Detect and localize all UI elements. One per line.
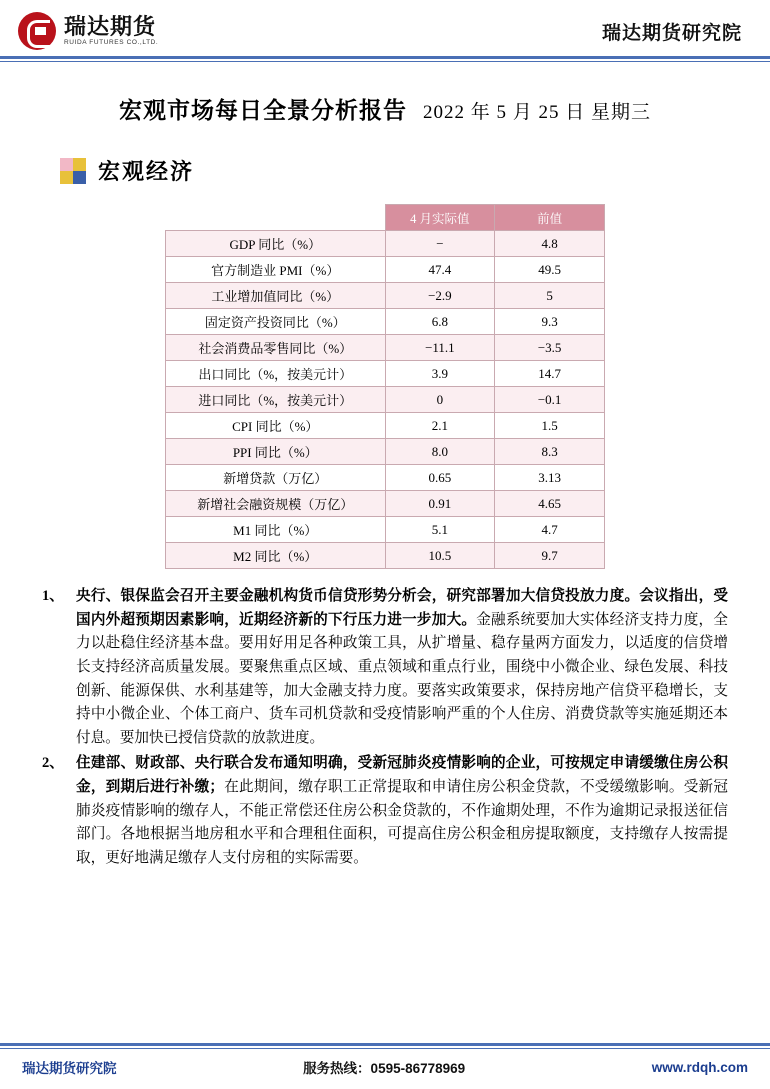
list-item-lead: 住建部、财政部、央行联合发布通知明确，受新冠肺炎疫情影响的企业，可按规定申请缓缴住房公积金，到期后进行补缴； — [76, 755, 728, 796]
page-footer — [0, 1043, 770, 1089]
row-label: 固定资产投资同比（%） — [166, 309, 386, 335]
list-item — [42, 585, 728, 750]
footer-website[interactable]: www.rdqh.com — [651, 1059, 748, 1075]
row-actual: 0.91 — [385, 491, 495, 517]
title-row — [0, 92, 770, 125]
row-actual: −11.1 — [385, 335, 495, 361]
row-previous: −0.1 — [495, 387, 605, 413]
institute-name: 瑞达期货研究院 — [601, 22, 742, 44]
row-label: PPI 同比（%） — [166, 439, 386, 465]
row-label: CPI 同比（%） — [166, 413, 386, 439]
footer-divider — [0, 1043, 770, 1046]
table-row — [166, 465, 605, 491]
row-label: 新增贷款（万亿） — [166, 465, 386, 491]
row-actual: 6.8 — [385, 309, 495, 335]
table-body — [166, 231, 605, 569]
macro-table-wrap — [165, 204, 605, 569]
list-item-number: 2、 — [42, 755, 64, 772]
table-row — [166, 309, 605, 335]
row-label: GDP 同比（%） — [166, 231, 386, 257]
table-header-blank — [166, 205, 386, 231]
list-item-rest: 金融系统要加大实体经济支持力度，全力以赴稳住经济基本盘。要用好用足各种政策工具，从扩增量、稳存量两方面发力，以适度的信贷增长支持经济高质量发展。要聚焦重点区域、重点领域和重点行业，围绕中小微企业、绿色发展、科技创新、能源保供、水利基建等，加大金融支持力度。要落实政策要求，保持房地产信贷平稳增长，支持中小微企业、个体工商户、货车司机贷款和受疫情影响严重的个人住房、消费贷款等实施延期还本付息。要加快已授信贷款的放款进度。 — [76, 611, 728, 746]
report-date: 2022 年 5 月 25 日 星期三 — [422, 102, 651, 123]
row-actual: −2.9 — [385, 283, 495, 309]
header-divider — [0, 56, 770, 59]
row-label: 进口同比（%，按美元计） — [166, 387, 386, 413]
row-previous: 4.65 — [495, 491, 605, 517]
row-previous: 9.3 — [495, 309, 605, 335]
row-actual: 5.1 — [385, 517, 495, 543]
row-previous: 14.7 — [495, 361, 605, 387]
table-row — [166, 257, 605, 283]
brand-name-en: RUIDA FUTURES CO.,LTD. — [64, 39, 159, 47]
row-label: 出口同比（%，按美元计） — [166, 361, 386, 387]
brand-logo-block — [18, 12, 158, 50]
footer-hotline: 服务热线：0595-86778969 — [303, 1061, 466, 1076]
table-row — [166, 387, 605, 413]
list-item — [42, 752, 728, 870]
row-previous: 49.5 — [495, 257, 605, 283]
row-label: M2 同比（%） — [166, 543, 386, 569]
row-label: 社会消费品零售同比（%） — [166, 335, 386, 361]
table-header-row — [166, 205, 605, 231]
table-row — [166, 517, 605, 543]
row-label: 新增社会融资规模（万亿） — [166, 491, 386, 517]
brand-name-cn: 瑞达期货 — [64, 14, 157, 40]
list-item-number: 1、 — [42, 588, 64, 604]
row-actual: 0.65 — [385, 465, 495, 491]
table-header-previous: 前值 — [495, 205, 605, 231]
row-label: 官方制造业 PMI（%） — [166, 257, 386, 283]
row-previous: 1.5 — [495, 413, 605, 439]
row-label: 工业增加值同比（%） — [166, 283, 386, 309]
row-previous: 4.8 — [495, 231, 605, 257]
row-label: M1 同比（%） — [166, 517, 386, 543]
row-previous: 4.7 — [495, 517, 605, 543]
table-head — [166, 205, 605, 231]
list-item-rest: 在此期间，缴存职工正常提取和申请住房公积金贷款，不受缓缴影响。受新冠肺炎疫情影响的缴存人，不能正常偿还住房公积金贷款的，不作逾期处理，不作为逾期记录报送征信部门。各地根据当地房租水平和合理租住面积，可提高住房公积金租房提取额度，支持缴存人按需提取，更好地满足缴存人支付房租的实际需要。 — [76, 779, 728, 867]
row-previous: −3.5 — [495, 335, 605, 361]
page-header — [0, 0, 770, 56]
row-previous: 9.7 — [495, 543, 605, 569]
list-item-body — [76, 752, 728, 870]
row-actual: 8.0 — [385, 439, 495, 465]
table-row — [166, 335, 605, 361]
table-row — [166, 491, 605, 517]
list-item-body — [76, 585, 728, 750]
row-actual: 3.9 — [385, 361, 495, 387]
table-row — [166, 543, 605, 569]
list-item-lead: 央行、银保监会召开主要金融机构货币信贷形势分析会，研究部署加大信贷投放力度。会议指出，受国内外超预期因素影响，近期经济新的下行压力进一步加大。 — [76, 588, 728, 628]
header-divider-thin — [0, 61, 770, 62]
row-previous: 3.13 — [495, 465, 605, 491]
row-previous: 8.3 — [495, 439, 605, 465]
table-row — [166, 439, 605, 465]
footer-row — [0, 1049, 770, 1077]
section-title-text: 宏观经济 — [98, 159, 195, 184]
section-heading — [60, 155, 770, 186]
brand-text — [64, 15, 158, 47]
row-previous: 5 — [495, 283, 605, 309]
news-list — [42, 585, 728, 871]
row-actual: 47.4 — [385, 257, 495, 283]
row-actual: − — [385, 231, 495, 257]
footer-institute: 瑞达期货研究院 — [22, 1061, 117, 1076]
table-row — [166, 283, 605, 309]
table-row — [166, 413, 605, 439]
four-squares-icon — [60, 158, 86, 184]
table-row — [166, 361, 605, 387]
row-actual: 0 — [385, 387, 495, 413]
page-title: 宏观市场每日全景分析报告 — [118, 97, 407, 123]
row-actual: 10.5 — [385, 543, 495, 569]
table-header-actual: 4 月实际值 — [385, 205, 495, 231]
macro-data-table — [165, 204, 605, 569]
ruida-logo-icon — [18, 12, 56, 50]
table-row — [166, 231, 605, 257]
row-actual: 2.1 — [385, 413, 495, 439]
